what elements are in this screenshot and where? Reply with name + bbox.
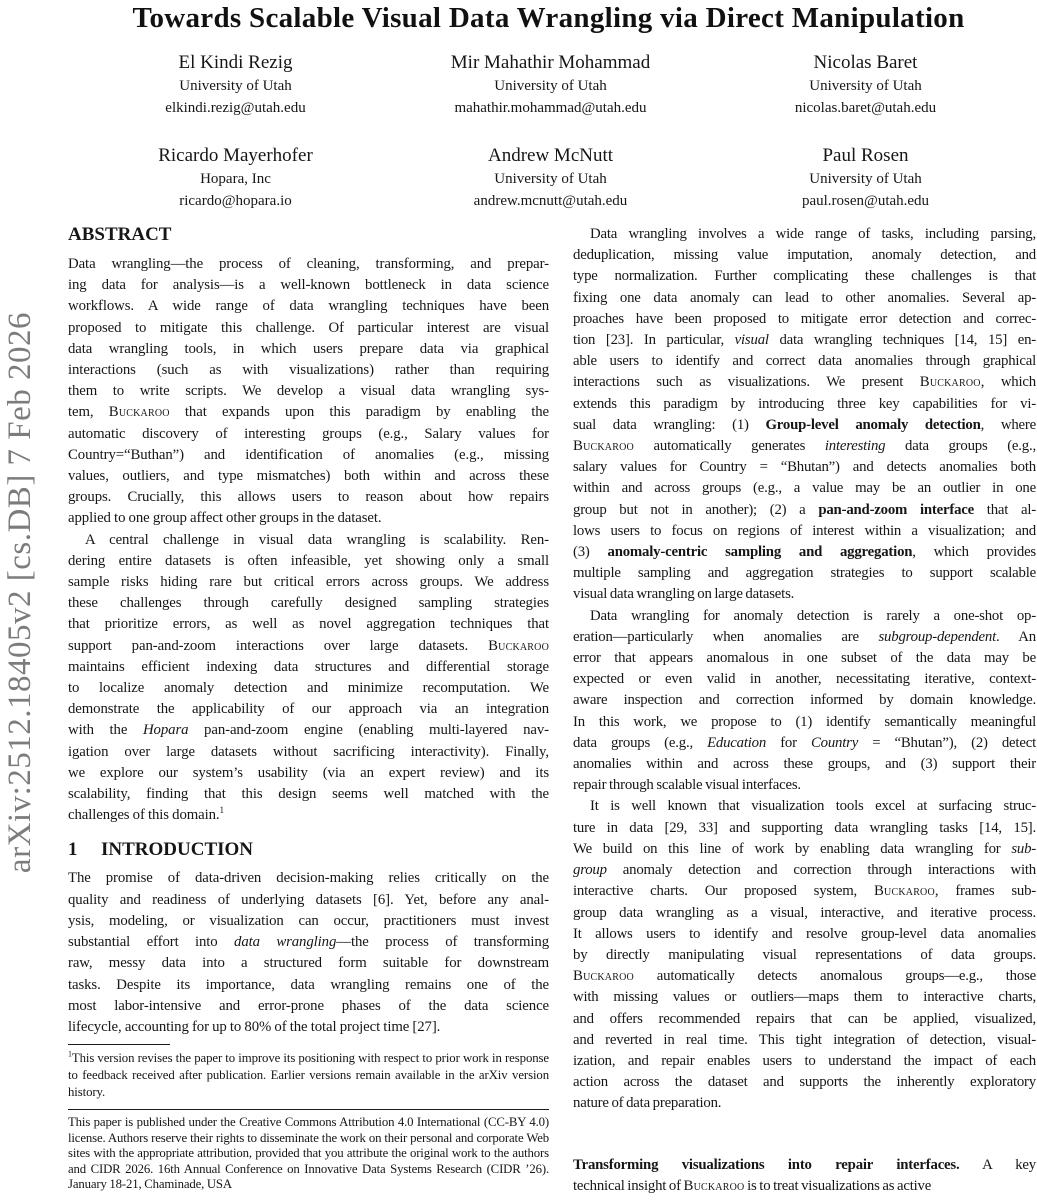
text-line: igation over large datasets without sacrificing interactivity). Finally,: [68, 743, 549, 760]
text-line: values, outliers, and type mismatches) both within and across these: [68, 468, 549, 485]
text-line: Transforming visualizations into repair interfaces. A key: [573, 1156, 1036, 1173]
author-email: ricardo@hopara.io: [179, 193, 292, 209]
text-line: substantial effort into data wrangling—the process of transforming: [68, 934, 549, 951]
text-line: quality and readiness of underlying datasets [6]. Yet, before any anal-: [68, 891, 549, 908]
author-email: elkindi.rezig@utah.edu: [165, 100, 306, 116]
author-name: Paul Rosen: [822, 145, 909, 166]
text-line: raw, messy data into a structured form suitable for downstream: [68, 955, 549, 972]
text-line: and offers recommended repairs that can be applied, visualized,: [573, 1010, 1036, 1027]
text-line: with missing values or outliers—maps them to interactive charts,: [573, 989, 1036, 1006]
text-line: It is well known that visualization tools excel at surfacing struc-: [590, 798, 1036, 815]
text-line: Data wrangling—the process of cleaning, transforming, and prepar-: [68, 256, 549, 272]
text-line: technical insight of Buckaroo is to treat visualizations as active: [573, 1177, 932, 1194]
arxiv-watermark: arXiv:2512.18405v2 [cs.DB] 7 Feb 2026: [2, 311, 38, 874]
body-paragraph-1: [573, 224, 1036, 606]
text-line: ysis, modeling, or visualization can occur, practitioners must invest: [68, 912, 549, 929]
text-line: We build on this line of work by enabling data wrangling for sub-: [573, 840, 1036, 857]
author-grid: [78, 50, 1023, 212]
text-line: that prioritize errors, as well as novel aggregation techniques that: [68, 616, 549, 633]
footnote-rule: [68, 1044, 170, 1045]
text-line: It allows users to identify and resolve group-level data anomalies: [573, 925, 1036, 942]
text-line: with the Hopara pan-and-zoom engine (enabling multi-layered nav-: [68, 722, 549, 739]
author-affiliation: University of Utah: [809, 78, 922, 94]
text-line: visual data wrangling on large datasets.: [573, 586, 795, 603]
text-line: to localize anomaly detection and minimize recomputation. We: [68, 680, 549, 697]
text-line: fixing one data anomaly can lead to other anomalies. Several ap-: [573, 289, 1036, 306]
author-block: [78, 50, 393, 119]
text-line: action across the dataset and supports the inherently exploratory: [573, 1074, 1036, 1091]
text-line: these challenges through carefully designed sampling strategies: [68, 595, 549, 612]
text-line: challenges of this domain.$^1$: [68, 805, 225, 824]
body-paragraph-3: [573, 796, 1036, 1114]
text-line: A central challenge in visual data wrangling is scalability. Ren-: [85, 531, 549, 548]
body-paragraph-4: [573, 1155, 1036, 1197]
author-name: El Kindi Rezig: [178, 52, 293, 73]
author-affiliation: University of Utah: [809, 171, 922, 187]
author-block: [78, 143, 393, 212]
author-email: paul.rosen@utah.edu: [801, 193, 930, 209]
author-affiliation: University of Utah: [494, 78, 607, 94]
text-line: deduplication, missing value imputation, anomaly detection, and: [573, 247, 1036, 264]
text-line: automatic discovery of interesting groups (e.g., Salary values for: [68, 425, 549, 442]
text-line: and reverted in real time. This tight integration of detection, visual-: [573, 1031, 1036, 1048]
paragraph-gap: [573, 1115, 1036, 1155]
text-line: proaches have been proposed to mitigate error detection and correc-: [573, 310, 1036, 327]
text-line: group anomaly detection and correction through interactions with: [573, 862, 1036, 879]
abstract-heading: [68, 224, 549, 246]
author-name: Andrew McNutt: [487, 145, 614, 166]
footnote-1: $^1$This version revises the paper to improve its positioning with respect to prior work in response to feedback received after publication. Earlier versions remain available in the arXiv version history.: [68, 1049, 549, 1099]
text-line: In this work, we propose to (1) identify semantically meaningful: [573, 713, 1036, 730]
abstract-paragraph-2: [68, 530, 549, 827]
text-line: interactions such as visualizations. We present Buckaroo, which: [573, 374, 1036, 391]
text-line: error that appears anomalous in one subset of the data may be: [573, 650, 1036, 667]
text-line: support pan-and-zoom interactions over large datasets. Buckaroo: [68, 637, 549, 654]
text-line: expected or even valid in another, necessitating iterative, context-: [573, 671, 1036, 688]
license-rule: [68, 1109, 549, 1110]
author-email: andrew.mcnutt@utah.edu: [473, 193, 628, 209]
text-line: lows users to focus on regions of interest within a visualization; and: [573, 522, 1036, 539]
right-column: [573, 224, 1036, 1197]
text-line: ing data for analysis—is a well-known bottleneck in data science: [68, 277, 549, 294]
author-block: [393, 50, 708, 119]
text-line: (3) anomaly-centric sampling and aggregation, which provides: [573, 544, 1036, 561]
text-line: ization, and repair enables users to understand the impact of each: [573, 1052, 1036, 1069]
text-line: nature of data preparation.: [573, 1095, 722, 1112]
introduction-paragraph-1: [68, 868, 549, 1038]
introduction-heading: [68, 839, 549, 861]
text-line: repair through scalable visual interfaces.: [573, 777, 801, 794]
text-line: within and across groups (e.g., a value may be an outlier in one: [573, 480, 1036, 497]
text-line: anomalies within and across these groups, and (3) support their: [573, 756, 1036, 773]
text-line: type normalization. Further complicating these challenges is that: [573, 268, 1036, 285]
author-block: [393, 143, 708, 212]
text-line: Buckaroo automatically generates interesting data groups (e.g.,: [573, 438, 1036, 455]
text-line: most labor-intensive and error-prone phases of the data science: [68, 997, 549, 1014]
text-line: aware inspection and correction informed by domain knowledge.: [573, 692, 1036, 709]
text-line: maintains efficient indexing data structures and differential storage: [68, 658, 549, 675]
section-title: INTRODUCTION: [101, 839, 254, 861]
author-email: mahathir.mohammad@utah.edu: [454, 100, 647, 116]
text-line: data wrangling tools, in which users prepare data via graphical: [68, 340, 549, 357]
text-line: multiple sampling and aggregation strategies to support scalable: [573, 565, 1036, 582]
text-line: sual data wrangling: (1) Group-level anomaly detection, where: [573, 416, 1036, 433]
text-line: workflows. A wide range of data wrangling techniques have been: [68, 298, 549, 315]
text-line: groups. Crucially, this allows users to reason about how repairs: [68, 489, 549, 506]
left-column: [68, 224, 549, 1038]
text-line: we explore our system’s usability (via an expert review) and its: [68, 764, 549, 781]
text-line: interactive charts. Our proposed system, Buckaroo, frames sub-: [573, 883, 1037, 900]
text-line: Buckaroo automatically detects anomalous groups—e.g., those: [573, 968, 1036, 985]
section-number: 1: [68, 839, 78, 861]
text-line: The promise of data-driven decision-making relies critically on the: [68, 870, 549, 887]
license-block: This paper is published under the Creative Commons Attribution 4.0 International (CC-BY 4.0) license. Authors reserve their rights to disseminate the work on their personal and corporate Web sites with the appropriate attribution, provided that you attribute the original work to the authors and CIDR 2026. 16th Annual Conference on Innovative Data Systems Research (CIDR ’26). January 18-21, Chaminade, USA: [68, 1115, 549, 1192]
text-line: ture in data [29, 33] and supporting data wrangling tasks [14, 15].: [573, 819, 1036, 836]
text-line: Country=“Buthan”) and identification of anomalies (e.g., missing: [68, 446, 549, 463]
author-affiliation: Hopara, Inc: [200, 171, 271, 187]
section-title: ABSTRACT: [68, 224, 172, 245]
text-line: them to write scripts. We develop a visual data wrangling sys-: [68, 383, 549, 400]
text-line: extends this paradigm by introducing three key capabilities for vi-: [573, 395, 1036, 412]
author-name: Nicolas Baret: [813, 52, 918, 73]
text-line: interactions (such as with visualizations) rather than requiring: [68, 362, 549, 379]
abstract-paragraph-1: [68, 254, 549, 530]
text-line: group data wrangling as a visual, interactive, and iterative process.: [573, 904, 1036, 921]
text-line: lifecycle, accounting for up to 80% of the total project time [27].: [68, 1018, 441, 1035]
text-line: applied to one group affect other groups in the dataset.: [68, 510, 382, 527]
author-name: Mir Mahathir Mohammad: [450, 52, 651, 73]
text-line: proposed to mitigate this challenge. Of particular interest are visual: [68, 319, 549, 336]
text-line: salary values for Country = “Bhutan”) and detects anomalies both: [573, 459, 1036, 476]
author-block: [708, 50, 1023, 119]
text-line: scalability, finding that this design seems well matched with the: [68, 786, 549, 803]
text-line: tasks. Despite its importance, data wrangling remains one of the: [68, 976, 549, 993]
text-line: tem, Buckaroo that expands upon this paradigm by enabling the: [68, 404, 550, 421]
text-line: Data wrangling for anomaly detection is rarely a one-shot op-: [590, 607, 1036, 624]
text-line: dering entire datasets is often infeasible, yet showing only a small: [68, 552, 549, 569]
author-name: Ricardo Mayerhofer: [158, 145, 313, 166]
text-line: Data wrangling involves a wide range of tasks, including parsing,: [590, 226, 1036, 242]
author-affiliation: University of Utah: [179, 78, 292, 94]
author-email: nicolas.baret@utah.edu: [794, 100, 937, 116]
text-line: by directly manipulating visual representations of data groups.: [573, 946, 1036, 963]
text-line: sample risks hiding rare but critical errors across groups. We address: [68, 574, 549, 591]
text-line: data groups (e.g., Education for Country = “Bhutan”), (2) detect: [573, 734, 1036, 751]
body-paragraph-2: [573, 606, 1036, 797]
footnote-area: [68, 1044, 549, 1193]
paper-title: Towards Scalable Visual Data Wrangling via Direct Manipulation: [132, 2, 965, 34]
author-block: [708, 143, 1023, 212]
text-line: eration—particularly when anomalies are subgroup-dependent. An: [573, 628, 1036, 645]
text-line: group but not in another); (2) a pan-and-zoom interface that al-: [573, 501, 1036, 518]
text-line: able users to identify and correct data anomalies through graphical: [573, 353, 1036, 370]
text-line: demonstrate the applicability of our approach via an integration: [68, 701, 549, 718]
text-line: tion [23]. In particular, visual data wrangling techniques [14, 15] en-: [573, 332, 1037, 349]
author-affiliation: University of Utah: [494, 171, 607, 187]
